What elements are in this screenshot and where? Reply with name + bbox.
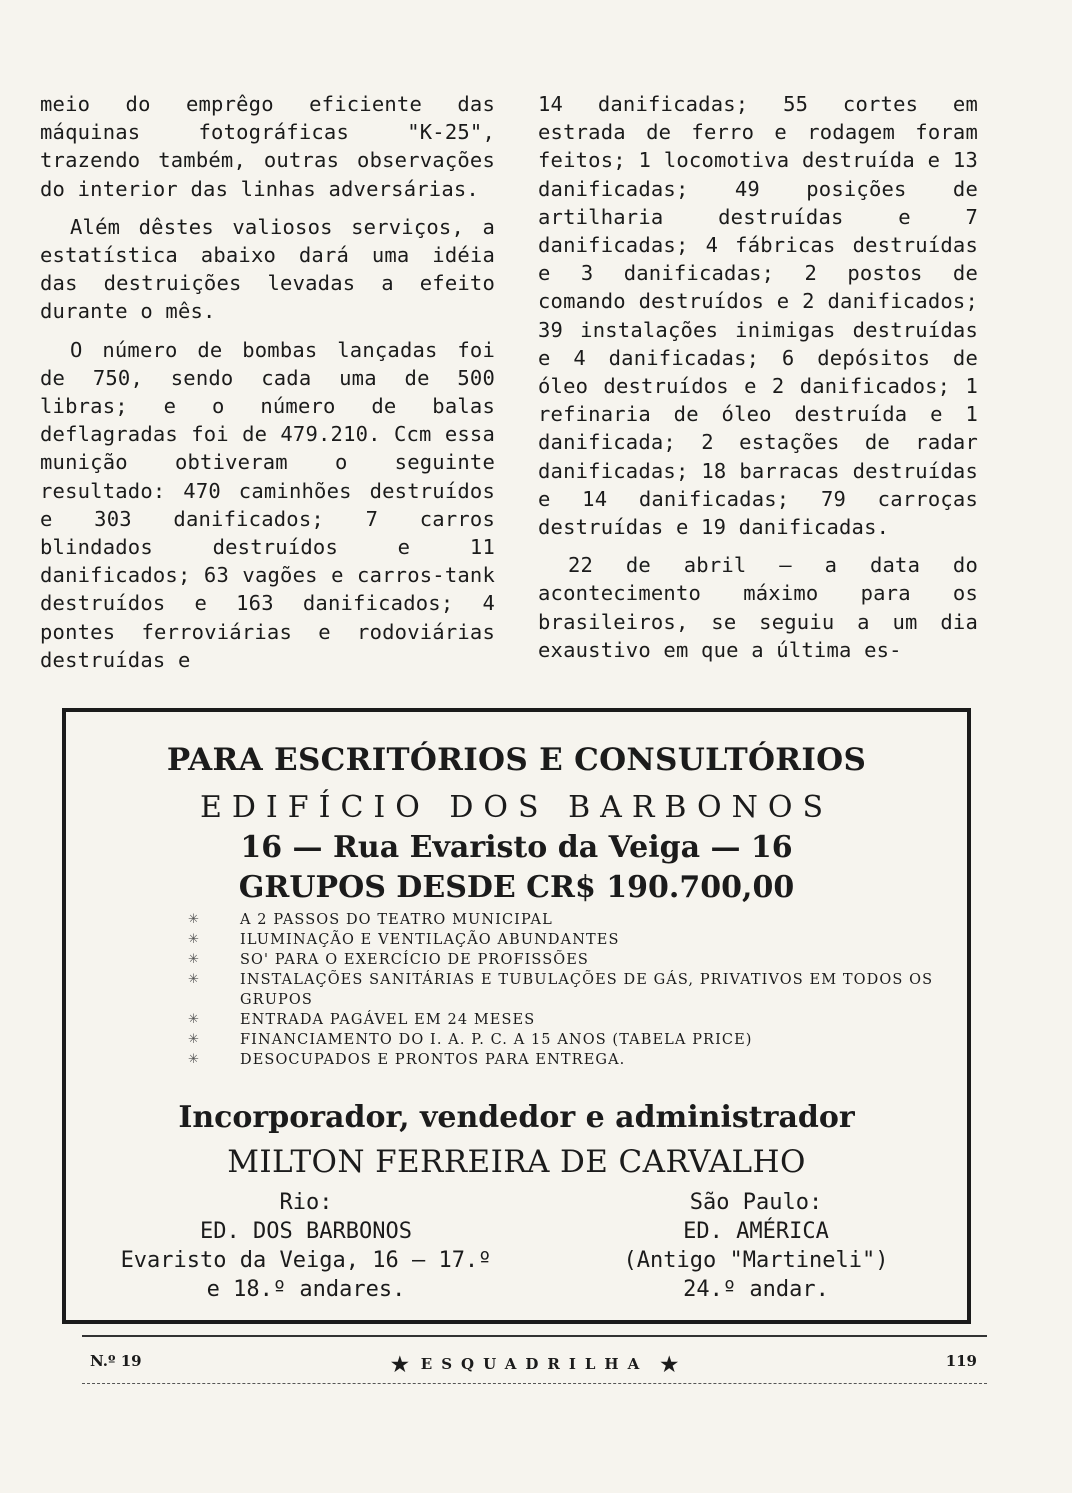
- ad-address: 16 — Rua Evaristo da Veiga — 16: [240, 830, 793, 865]
- article-column-left: [40, 90, 495, 684]
- asterisk-icon: ✳: [188, 952, 200, 967]
- star-icon: ★: [660, 1352, 679, 1376]
- asterisk-icon: ✳: [188, 912, 200, 927]
- ad-feature-text: FINANCIAMENTO DO I. A. P. C. A 15 ANOS (TABELA PRICE): [240, 1032, 753, 1048]
- ad-company-name: MILTON FERREIRA DE CARVALHO: [227, 1144, 806, 1180]
- article-paragraph: 14 danificadas; 55 cortes em estrada de ferro e rodagem foram feitos; 1 locomotiva destruída e 13 danificadas; 49 posições de artilharia destruídas e 7 danificadas; 4 fábricas destruídas e 3 danificadas; 2 postos de comando destruídos e 2 danificados; 39 instalações inimigas destruídas e 4 danificadas; 6 depósitos de óleo destruídos e 2 danificados; 1 refinaria de óleo destruída e 1 danificada; 2 estações de radar danificadas; 18 barracas destruídas e 14 danificadas; 79 carroças destruídas e 19 danificadas.: [538, 92, 978, 540]
- star-icon: ★: [390, 1352, 409, 1376]
- ad-title: PARA ESCRITÓRIOS E CONSULTÓRIOS: [166, 742, 867, 778]
- office-former-name: (Antigo "Martineli"): [623, 1248, 889, 1273]
- article-paragraph: Além dêstes valiosos serviços, a estatística abaixo dará uma idéia das destruições levadas a efeito durante o mês.: [40, 214, 495, 324]
- ad-building-name: EDIFÍCIO DOS BARBONOS: [199, 790, 834, 825]
- article-paragraph: 22 de abril — a data do acontecimento máximo para os brasileiros, se seguiu a um dia exaustivo em que a última es-: [538, 553, 978, 662]
- ad-feature-list: [188, 910, 968, 1070]
- asterisk-icon: ✳: [188, 1012, 200, 1027]
- article-column-right: [538, 90, 978, 674]
- ad-feature-text: DESOCUPADOS E PRONTOS PARA ENTREGA.: [240, 1052, 626, 1068]
- office-building: ED. AMÉRICA: [683, 1219, 829, 1244]
- issue-number: N.º 19: [90, 1352, 142, 1370]
- asterisk-icon: ✳: [188, 1032, 200, 1047]
- ad-feature-item: [188, 930, 968, 950]
- footer-divider: [82, 1335, 987, 1337]
- ad-feature-text: INSTALAÇÕES SANITÁRIAS E TUBULAÇÕES DE GÁS, PRIVATIVOS EM TODOS OS GRUPOS: [240, 972, 934, 1008]
- ad-feature-item: [188, 1050, 968, 1070]
- ad-feature-item: [188, 1010, 968, 1030]
- office-city: São Paulo:: [689, 1190, 823, 1215]
- ad-incorporator: Incorporador, vendedor e administrador: [178, 1100, 855, 1135]
- ad-feature-item: [188, 1030, 968, 1050]
- ad-feature-text: A 2 PASSOS DO TEATRO MUNICIPAL: [240, 912, 553, 928]
- office-sao-paulo: [591, 1188, 921, 1304]
- office-floor: e 18.º andares.: [206, 1277, 406, 1302]
- ad-feature-text: SO' PARA O EXERCÍCIO DE PROFISSÕES: [240, 952, 589, 968]
- ad-feature-item: [188, 910, 968, 930]
- office-rio: [96, 1188, 516, 1304]
- ad-price: GRUPOS DESDE CR$ 190.700,00: [238, 870, 795, 905]
- magazine-title-row: [82, 1352, 987, 1376]
- ad-feature-text: ILUMINAÇÃO E VENTILAÇÃO ABUNDANTES: [240, 932, 620, 948]
- article-paragraph: meio do emprêgo eficiente das máquinas fotográficas "K-25", trazendo também, outras observações do interior das linhas adversárias.: [40, 92, 495, 201]
- office-building: ED. DOS BARBONOS: [200, 1219, 412, 1244]
- office-city: Rio:: [279, 1190, 333, 1215]
- ad-feature-item: [188, 970, 968, 1010]
- page-footer: [82, 1352, 987, 1376]
- advertisement-box: [62, 708, 971, 1324]
- page-number: 119: [945, 1352, 977, 1370]
- ad-feature-text: ENTRADA PAGÁVEL EM 24 MESES: [240, 1012, 536, 1028]
- footer-divider: [82, 1383, 987, 1384]
- magazine-title: ESQUADRILHA: [420, 1355, 649, 1373]
- asterisk-icon: ✳: [188, 932, 200, 947]
- office-floor: 24.º andar.: [683, 1277, 829, 1302]
- office-street: Evaristo da Veiga, 16 — 17.º: [120, 1248, 492, 1273]
- asterisk-icon: ✳: [188, 1052, 200, 1067]
- ad-feature-item: [188, 950, 968, 970]
- article-paragraph: O número de bombas lançadas foi de 750, sendo cada uma de 500 libras; e o número de balas deflagradas foi de 479.210. Ccm essa munição obtiveram o seguinte resultado: 470 caminhões destruídos e 303 danificados; 7 carros blindados destruídos e 11 danificados; 63 vagões e carros-tank destruídos e 163 danificados; 4 pontes ferroviárias e rodoviárias destruídas e: [40, 337, 495, 672]
- asterisk-icon: ✳: [188, 972, 200, 987]
